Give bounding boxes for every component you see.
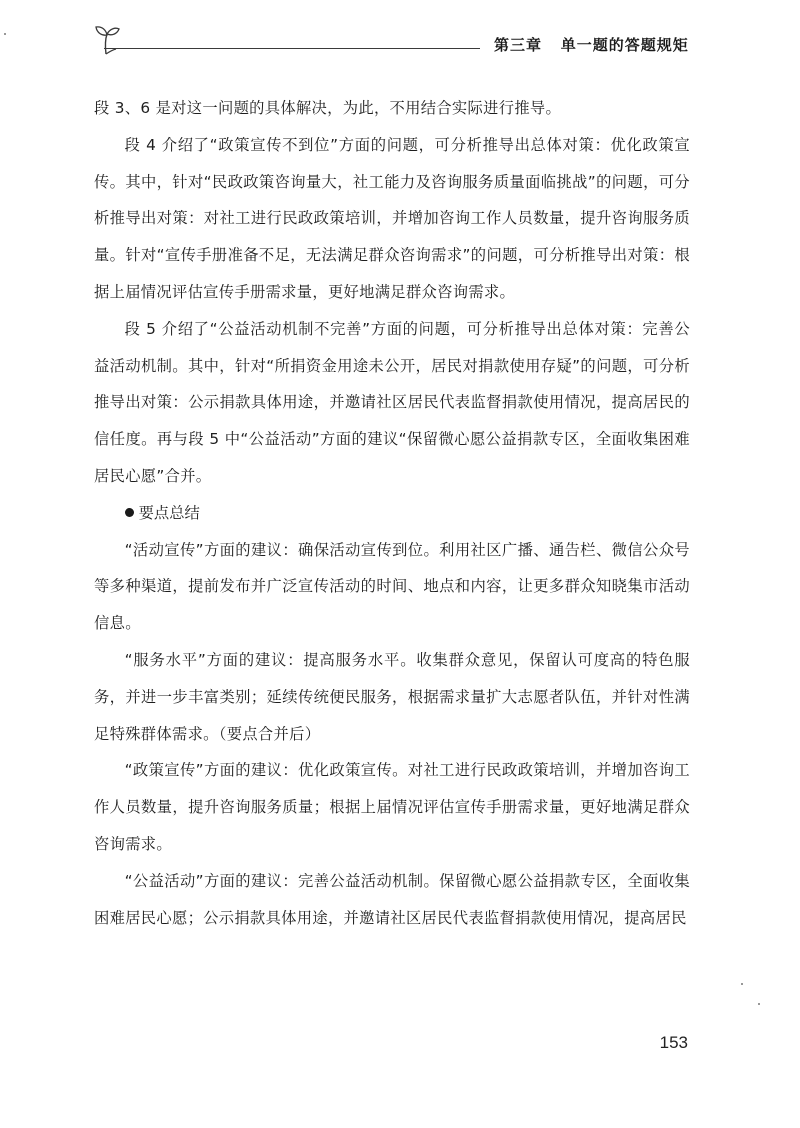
summary-paragraph: “服务水平”方面的建议：提高服务水平。收集群众意见，保留认可度高的特色服务，并进一步丰富类别；延续传统便民服务，根据需求量扩大志愿者队伍，并针对性满足特殊群体需求。（要点合并后） (94, 650, 690, 743)
page-body (94, 90, 690, 936)
header-rule (104, 48, 480, 49)
chapter-number: 第三章 (494, 36, 543, 54)
body-paragraph: 段 5 介绍了“公益活动机制不完善”方面的问题，可分析推导出总体对策：完善公益活动机制。其中，针对“所捐资金用途未公开，居民对捐款使用存疑”的问题，可分析推导出对策：公示捐款具体用途，并邀请社区居民代表监督捐款使用情况，提高居民的信任度。再与段 5 中“公益活动”方面的建议“保留微心愿公益捐款专区，全面收集困难居民心愿”合并。 (94, 319, 690, 485)
scan-speck (741, 983, 743, 985)
page-number: 153 (659, 1033, 688, 1052)
body-paragraph: 段 4 介绍了“政策宣传不到位”方面的问题，可分析推导出总体对策：优化政策宣传。其中，针对“民政政策咨询量大，社工能力及咨询服务质量面临挑战”的问题，可分析推导出对策：对社工进行民政政策培训，并增加咨询工作人员数量，提升咨询服务质量。针对“宣传手册准备不足，无法满足群众咨询需求”的问题，可分析推导出对策：根据上届情况评估宣传手册需求量，更好地满足群众咨询需求。 (94, 135, 690, 301)
body-paragraph: 段 3、6 是对这一问题的具体解决，为此，不用结合实际进行推导。 (94, 99, 562, 117)
summary-paragraph: “政策宣传”方面的建议：优化政策宣传。对社工进行民政政策培训，并增加咨询工作人员数量，提升咨询服务质量；根据上届情况评估宣传手册需求量，更好地满足群众咨询需求。 (94, 761, 690, 853)
summary-heading (94, 495, 690, 532)
chapter-name: 单一题的答题规矩 (560, 36, 689, 54)
scan-speck (4, 33, 6, 35)
scan-speck (758, 1003, 760, 1005)
summary-paragraph: “公益活动”方面的建议：完善公益活动机制。保留微心愿公益捐款专区，全面收集困难居民心愿；公示捐款具体用途，并邀请社区居民代表监督捐款使用情况，提高居民 (94, 871, 690, 927)
running-header (92, 22, 702, 62)
summary-paragraph: “活动宣传”方面的建议：确保活动宣传到位。利用社区广播、通告栏、微信公众号等多种渠道，提前发布并广泛宣传活动的时间、地点和内容，让更多群众知晓集市活动信息。 (94, 540, 690, 633)
sprout-icon (92, 22, 122, 56)
summary-heading-text: 要点总结 (138, 503, 200, 522)
chapter-title (494, 34, 689, 55)
bullet-dot-icon (125, 508, 134, 517)
